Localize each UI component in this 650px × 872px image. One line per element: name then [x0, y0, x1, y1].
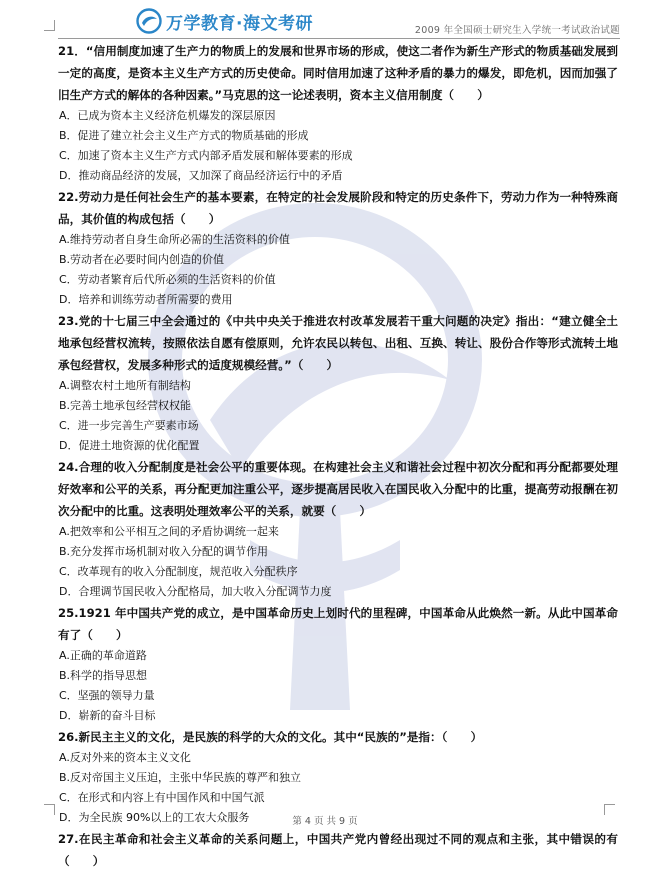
option-d: D．培养和训练劳动者所需要的费用	[59, 293, 233, 306]
option-c: C．加速了资本主义生产方式内部矛盾发展和解体要素的形成	[59, 149, 353, 162]
header-divider	[58, 38, 620, 39]
option-a: A.正确的革命道路	[59, 649, 147, 662]
question-24	[58, 456, 618, 602]
question-stem: 23.党的十七届三中全会通过的《中共中央关于推进农村改革发展若干重大问题的决定》指出：“建立健全土地承包经营权流转，按照依法自愿有偿原则，允许农民以转包、出租、互换、转让、股份合作等形式流转土地承包经营权，发展多种形式的适度规模经营。”（ ）	[58, 314, 618, 372]
page-header	[58, 6, 620, 40]
option-d: D．为全民族 90%以上的工农大众服务	[59, 811, 250, 824]
option-b: B.科学的指导思想	[59, 669, 148, 682]
question-stem: 21．“信用制度加速了生产力的物质上的发展和世界市场的形成，使这二者作为新生产形式的物质基础发展到一定的高度，是资本主义生产方式的历史使命。同时信用加速了这种矛盾的暴力的爆发，即危机，因而加强了旧生产方式的解体的各种因素。”马克思的这一论述表明，资本主义信用制度（ ）	[58, 44, 618, 102]
option-a: A.调整农村土地所有制结构	[59, 379, 191, 392]
question-stem: 22.劳动力是任何社会生产的基本要素，在特定的社会发展阶段和特定的历史条件下，劳动力作为一种特殊商品，其价值的构成包括（ ）	[58, 190, 618, 226]
option-b: B.充分发挥市场机制对收入分配的调节作用	[59, 545, 269, 558]
option-a: A.维持劳动者自身生命所必需的生活资料的价值	[59, 233, 290, 246]
question-23	[58, 310, 618, 456]
option-c: C．劳动者繁育后代所必须的生活资料的价值	[59, 273, 276, 286]
question-list	[58, 40, 618, 872]
option-c: C．坚强的领导力量	[59, 689, 155, 702]
option-c: C．在形式和内容上有中国作风和中国气派	[59, 791, 265, 804]
question-22	[58, 186, 618, 310]
option-d: D．合理调节国民收入分配格局，加大收入分配调节力度	[59, 585, 332, 598]
option-a: A.反对外来的资本主义文化	[59, 751, 191, 764]
question-25	[58, 602, 618, 726]
question-21	[58, 40, 618, 186]
option-d: D．崭新的奋斗目标	[59, 709, 156, 722]
option-d: D．促进土地资源的优化配置	[59, 439, 200, 452]
option-a: A．已成为资本主义经济危机爆发的深层原因	[59, 109, 276, 122]
option-d: D．推动商品经济的发展，又加深了商品经济运行中的矛盾	[59, 169, 343, 182]
page-number: 第 4 页 共 9 页	[292, 816, 358, 827]
exam-title: 2009 年全国硕士研究生入学统一考试政治试题	[414, 25, 620, 36]
option-b: B．促进了建立社会主义生产方式的物质基础的形成	[59, 129, 309, 142]
option-c: C．改革现有的收入分配制度，规范收入分配秩序	[59, 565, 298, 578]
brand-logo-text: 万学教育·海文考研	[166, 13, 313, 34]
crop-mark-top-left	[44, 20, 55, 31]
option-b: B.劳动者在必要时间内创造的价值	[59, 253, 225, 266]
question-stem: 26.新民主主义的文化，是民族的科学的大众的文化。其中“民族的”是指：（ ）	[58, 730, 483, 744]
option-c: C．进一步完善生产要素市场	[59, 419, 199, 432]
option-b: B.反对帝国主义压迫，主张中华民族的尊严和独立	[59, 771, 302, 784]
question-27	[58, 828, 618, 872]
question-stem: 27.在民主革命和社会主义革命的关系问题上，中国共产党内曾经出现过不同的观点和主张，其中错误的有（ ）	[58, 832, 618, 868]
brand-logo	[136, 8, 313, 34]
question-stem: 25.1921 年中国共产党的成立，是中国革命历史上划时代的里程碑，中国革命从此焕然一新。从此中国革命有了（ ）	[58, 606, 618, 642]
brand-logo-icon	[136, 8, 162, 34]
option-a: A.把效率和公平相互之间的矛盾协调统一起来	[59, 525, 279, 538]
option-b: B.完善土地承包经营权权能	[59, 399, 192, 412]
question-stem: 24.合理的收入分配制度是社会公平的重要体现。在构建社会主义和谐社会过程中初次分配和再分配都要处理好效率和公平的关系，再分配更加注重公平，逐步提高居民收入在国民收入分配中的比重，提高劳动报酬在初次分配中的比重。这表明处理效率公平的关系，就要（ ）	[58, 460, 618, 518]
